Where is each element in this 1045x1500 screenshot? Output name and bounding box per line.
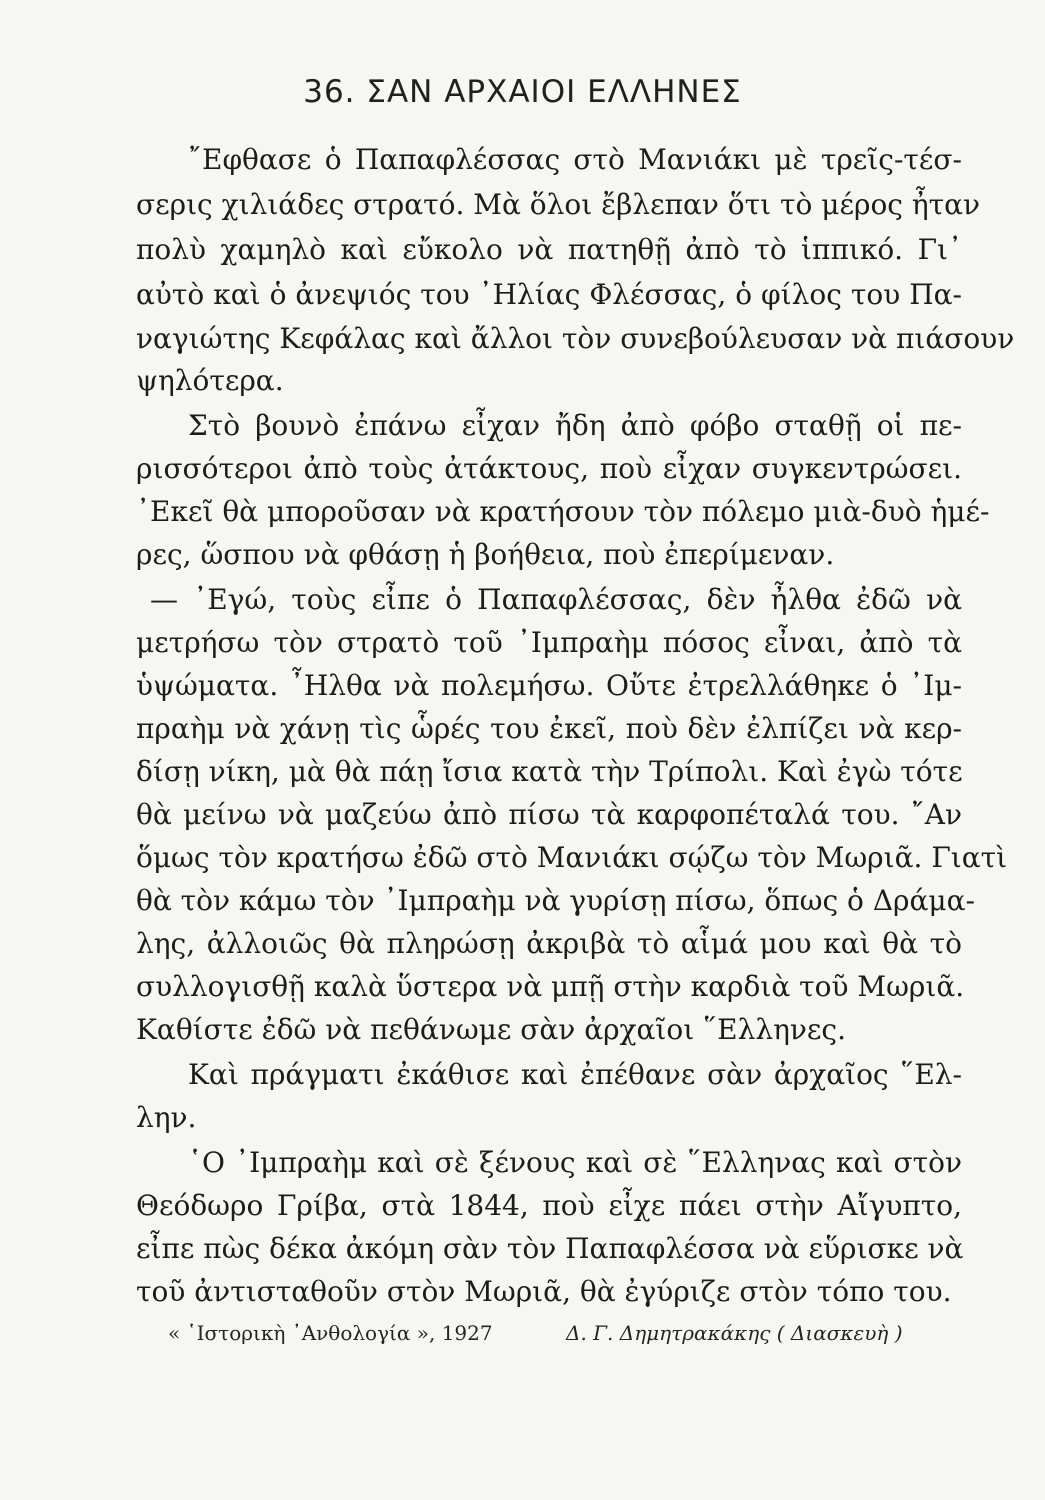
chapter-title: 36. ΣΑΝ ΑΡΧΑΙΟΙ ΕΛΛΗΝΕΣ: [303, 74, 742, 110]
text-line: ῎Εφθασε ὁ Παπαφλέσσας στὸ Μανιάκι μὲ τρεῖς-τέσ-: [188, 143, 962, 176]
text-line: συλλογισθῇ καλὰ ὕστερα νὰ μπῇ στὴν καρδιὰ τοῦ Μωριᾶ.: [136, 970, 965, 1003]
text-line: ψηλότερα.: [136, 364, 284, 397]
text-line: ναγιώτης Κεφάλας καὶ ἄλλοι τὸν συνεβούλευσαν νὰ πιάσουν: [136, 322, 1015, 355]
text-line: ὅμως τὸν κρατήσω ἐδῶ στὸ Μανιάκι σῴζω τὸν Μωριᾶ. Γιατὶ: [136, 841, 1008, 874]
text-line: αὐτὸ καὶ ὁ ἀνεψιός του ᾽Ηλίας Φλέσσας, ὁ φίλος του Πα-: [136, 278, 962, 311]
text-line: πολὺ χαμηλὸ καὶ εὔκολο νὰ πατηθῇ ἀπὸ τὸ ἱππικό. Γι᾽: [136, 233, 962, 266]
source-citation: « ῾Ιστορικὴ ᾽Ανθολογία », 1927: [168, 1321, 493, 1345]
text-line: πραὴμ νὰ χάνῃ τὶς ὧρές του ἐκεῖ, ποὺ δὲν ἐλπίζει νὰ κερ-: [136, 712, 962, 745]
text-line: λης, ἀλλοιῶς θὰ πληρώσῃ ἀκριβὰ τὸ αἷμά μου καὶ θὰ τὸ: [136, 927, 962, 960]
text-line: εἶπε πὼς δέκα ἀκόμη σὰν τὸν Παπαφλέσσα νὰ εὕρισκε νὰ: [136, 1232, 964, 1265]
text-line: — ᾽Εγώ, τοὺς εἶπε ὁ Παπαφλέσσας, δὲν ἦλθα ἐδῶ νὰ: [150, 583, 962, 616]
text-line: ᾽Εκεῖ θὰ μποροῦσαν νὰ κρατήσουν τὸν πόλεμο μιὰ-δυὸ ἡμέ-: [136, 495, 990, 528]
text-line: Καὶ πράγματι ἐκάθισε καὶ ἐπέθανε σὰν ἀρχαῖος ῞Ελ-: [188, 1058, 962, 1091]
text-line: μετρήσω τὸν στρατὸ τοῦ ᾽Ιμπραὴμ πόσος εἶναι, ἀπὸ τὰ: [136, 626, 962, 659]
text-line: τοῦ ἀντισταθοῦν στὸν Μωριᾶ, θὰ ἐγύριζε στὸν τόπο του.: [136, 1275, 952, 1308]
text-line: σερις χιλιάδες στρατό. Μὰ ὅλοι ἔβλεπαν ὅτι τὸ μέρος ἦταν: [136, 188, 981, 221]
text-line: Θεόδωρο Γρίβα, στὰ 1844, ποὺ εἶχε πάει στὴν Αἴγυπτο,: [136, 1189, 962, 1222]
text-line: Καθίστε ἐδῶ νὰ πεθάνωμε σὰν ἀρχαῖοι ῞Ελληνες.: [136, 1013, 846, 1046]
text-line: ὑψώματα. ῏Ηλθα νὰ πολεμήσω. Οὔτε ἐτρελλάθηκε ὁ ᾽Ιμ-: [136, 669, 962, 702]
text-line: Στὸ βουνὸ ἐπάνω εἶχαν ἤδη ἀπὸ φόβο σταθῇ οἱ πε-: [188, 409, 962, 442]
text-line: λην.: [136, 1101, 197, 1134]
text-line: θὰ τὸν κάμω τὸν ᾽Ιμπραὴμ νὰ γυρίσῃ πίσω, ὅπως ὁ Δράμα-: [136, 884, 975, 917]
text-line: ῾Ο ᾽Ιμπραὴμ καὶ σὲ ξένους καὶ σὲ ῞Ελληνας καὶ στὸν: [188, 1146, 962, 1179]
author-credit: Δ. Γ. Δημητρακάκης ( Διασκευὴ ): [566, 1321, 903, 1345]
text-line: δίσῃ νίκη, μὰ θὰ πάῃ ἴσια κατὰ τὴν Τρίπολι. Καὶ ἐγὼ τότε: [136, 755, 963, 788]
text-line: ρες, ὥσπου νὰ φθάσῃ ἡ βοήθεια, ποὺ ἐπερίμεναν.: [136, 538, 835, 571]
text-line: ρισσότεροι ἀπὸ τοὺς ἀτάκτους, ποὺ εἶχαν συγκεντρώσει.: [136, 452, 962, 485]
text-line: θὰ μείνω νὰ μαζεύω ἀπὸ πίσω τὰ καρφοπέταλά του. ῎Αν: [136, 798, 962, 831]
